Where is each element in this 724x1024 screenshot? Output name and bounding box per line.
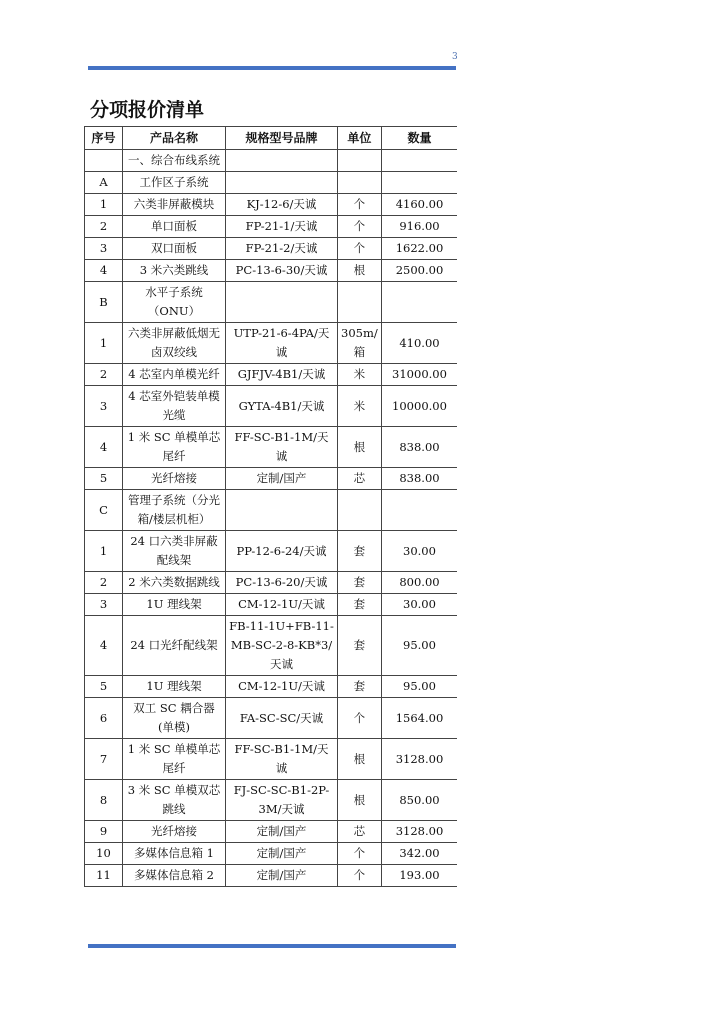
footer-rule (88, 944, 456, 948)
cell-spec: PP-12-6-24/天诚 (226, 531, 338, 572)
cell-unit: 套 (338, 616, 382, 676)
cell-unit: 芯 (338, 468, 382, 490)
cell-spec: FP-21-1/天诚 (226, 216, 338, 238)
cell-spec: 定制/国产 (226, 821, 338, 843)
cell-spec: 定制/国产 (226, 843, 338, 865)
cell-spec: GYTA-4B1/天诚 (226, 386, 338, 427)
cell-quantity: 838.00 (381, 468, 457, 490)
cell-unit: 芯 (338, 821, 382, 843)
cell-product-name: 光纤熔接 (123, 468, 226, 490)
cell-spec: 定制/国产 (226, 468, 338, 490)
cell-unit (338, 282, 382, 323)
cell-spec: FF-SC-B1-1M/天诚 (226, 739, 338, 780)
quote-table (84, 126, 457, 887)
cell-product-name: 六类非屏蔽模块 (123, 194, 226, 216)
cell-unit: 套 (338, 676, 382, 698)
cell-unit: 个 (338, 194, 382, 216)
cell-quantity: 3128.00 (381, 821, 457, 843)
table-row (85, 194, 458, 216)
cell-product-name: 多媒体信息箱 2 (123, 865, 226, 887)
cell-quantity (381, 490, 457, 531)
cell-unit: 套 (338, 572, 382, 594)
cell-spec: PC-13-6-30/天诚 (226, 260, 338, 282)
cell-spec: PC-13-6-20/天诚 (226, 572, 338, 594)
table-row (85, 865, 458, 887)
cell-product-name: 4 芯室外铠装单模光缆 (123, 386, 226, 427)
cell-quantity: 31000.00 (381, 364, 457, 386)
cell-spec: CM-12-1U/天诚 (226, 676, 338, 698)
cell-spec: FF-SC-B1-1M/天诚 (226, 427, 338, 468)
cell-product-name: 2 米六类数据跳线 (123, 572, 226, 594)
cell-unit: 个 (338, 865, 382, 887)
cell-unit (338, 490, 382, 531)
cell-quantity: 1564.00 (381, 698, 457, 739)
table-row (85, 572, 458, 594)
table-row (85, 698, 458, 739)
cell-quantity: 30.00 (381, 531, 457, 572)
table-row (85, 282, 458, 323)
cell-unit: 个 (338, 698, 382, 739)
cell-product-name: 3 米 SC 单模双芯跳线 (123, 780, 226, 821)
cell-unit: 米 (338, 364, 382, 386)
cell-quantity: 800.00 (381, 572, 457, 594)
cell-spec: CM-12-1U/天诚 (226, 594, 338, 616)
cell-product-name: 一、综合布线系统 (123, 150, 226, 172)
cell-quantity (381, 172, 457, 194)
cell-quantity: 95.00 (381, 676, 457, 698)
cell-quantity: 850.00 (381, 780, 457, 821)
cell-unit (338, 172, 382, 194)
table-row (85, 780, 458, 821)
cell-spec: FJ-SC-SC-B1-2P-3M/天诚 (226, 780, 338, 821)
cell-product-name: 4 芯室内单模光纤 (123, 364, 226, 386)
cell-quantity: 2500.00 (381, 260, 457, 282)
cell-quantity: 30.00 (381, 594, 457, 616)
cell-quantity (381, 282, 457, 323)
cell-quantity (381, 150, 457, 172)
cell-product-name: 1U 理线架 (123, 676, 226, 698)
cell-index: 3 (85, 594, 123, 616)
cell-unit: 个 (338, 843, 382, 865)
cell-product-name: 光纤熔接 (123, 821, 226, 843)
cell-index (85, 150, 123, 172)
table-row (85, 386, 458, 427)
table-row (85, 172, 458, 194)
table-row (85, 594, 458, 616)
cell-product-name: 水平子系统（ONU） (123, 282, 226, 323)
table-row (85, 616, 458, 676)
cell-unit: 根 (338, 780, 382, 821)
cell-quantity: 10000.00 (381, 386, 457, 427)
cell-index: 4 (85, 427, 123, 468)
cell-index: B (85, 282, 123, 323)
col-header-quantity: 数量 (381, 127, 457, 150)
cell-spec (226, 282, 338, 323)
table-row (85, 821, 458, 843)
table-row (85, 427, 458, 468)
cell-index: A (85, 172, 123, 194)
cell-index: 9 (85, 821, 123, 843)
table-row (85, 260, 458, 282)
cell-unit: 米 (338, 386, 382, 427)
cell-index: 5 (85, 676, 123, 698)
cell-spec: UTP-21-6-4PA/天诚 (226, 323, 338, 364)
cell-quantity: 410.00 (381, 323, 457, 364)
cell-unit: 个 (338, 238, 382, 260)
col-header-unit: 单位 (338, 127, 382, 150)
cell-spec: FP-21-2/天诚 (226, 238, 338, 260)
cell-index: 6 (85, 698, 123, 739)
cell-product-name: 双工 SC 耦合器(单模) (123, 698, 226, 739)
table-row (85, 843, 458, 865)
table-row (85, 676, 458, 698)
cell-quantity: 4160.00 (381, 194, 457, 216)
table-row (85, 323, 458, 364)
cell-spec: 定制/国产 (226, 865, 338, 887)
cell-index: 3 (85, 238, 123, 260)
cell-quantity: 342.00 (381, 843, 457, 865)
cell-unit: 套 (338, 531, 382, 572)
cell-index: 3 (85, 386, 123, 427)
table-row (85, 238, 458, 260)
cell-spec (226, 490, 338, 531)
cell-product-name: 工作区子系统 (123, 172, 226, 194)
table-row (85, 739, 458, 780)
cell-quantity: 1622.00 (381, 238, 457, 260)
cell-product-name: 双口面板 (123, 238, 226, 260)
cell-quantity: 193.00 (381, 865, 457, 887)
cell-index: 1 (85, 531, 123, 572)
cell-index: 2 (85, 572, 123, 594)
cell-product-name: 1U 理线架 (123, 594, 226, 616)
cell-spec: FB-11-1U+FB-11-MB-SC-2-8-KB*3/天诚 (226, 616, 338, 676)
cell-spec: KJ-12-6/天诚 (226, 194, 338, 216)
cell-spec (226, 172, 338, 194)
cell-product-name: 24 口六类非屏蔽配线架 (123, 531, 226, 572)
cell-quantity: 3128.00 (381, 739, 457, 780)
cell-product-name: 3 米六类跳线 (123, 260, 226, 282)
table-header-row (85, 127, 458, 150)
cell-unit: 305m/箱 (338, 323, 382, 364)
table-row (85, 531, 458, 572)
cell-index: 11 (85, 865, 123, 887)
table-row (85, 490, 458, 531)
table-row (85, 216, 458, 238)
cell-spec: FA-SC-SC/天诚 (226, 698, 338, 739)
header-rule (88, 66, 456, 70)
cell-product-name: 1 米 SC 单模单芯尾纤 (123, 427, 226, 468)
cell-unit (338, 150, 382, 172)
cell-quantity: 916.00 (381, 216, 457, 238)
table-row (85, 468, 458, 490)
page-title: 分项报价清单 (90, 99, 205, 121)
cell-product-name: 管理子系统（分光箱/楼层机柜） (123, 490, 226, 531)
cell-product-name: 24 口光纤配线架 (123, 616, 226, 676)
cell-spec (226, 150, 338, 172)
cell-unit: 个 (338, 216, 382, 238)
cell-index: 2 (85, 216, 123, 238)
cell-product-name: 单口面板 (123, 216, 226, 238)
col-header-product: 产品名称 (123, 127, 226, 150)
cell-product-name: 六类非屏蔽低烟无卤双绞线 (123, 323, 226, 364)
cell-index: 10 (85, 843, 123, 865)
cell-unit: 根 (338, 427, 382, 468)
cell-index: 4 (85, 260, 123, 282)
cell-index: C (85, 490, 123, 531)
cell-index: 1 (85, 323, 123, 364)
cell-index: 7 (85, 739, 123, 780)
cell-index: 8 (85, 780, 123, 821)
cell-product-name: 多媒体信息箱 1 (123, 843, 226, 865)
table-row (85, 364, 458, 386)
page-header-mark: 3 (452, 52, 458, 62)
cell-index: 4 (85, 616, 123, 676)
col-header-spec: 规格型号品牌 (226, 127, 338, 150)
cell-quantity: 95.00 (381, 616, 457, 676)
col-header-index: 序号 (85, 127, 123, 150)
cell-unit: 根 (338, 260, 382, 282)
cell-quantity: 838.00 (381, 427, 457, 468)
cell-spec: GJFJV-4B1/天诚 (226, 364, 338, 386)
cell-index: 2 (85, 364, 123, 386)
cell-unit: 根 (338, 739, 382, 780)
table-row (85, 150, 458, 172)
cell-product-name: 1 米 SC 单模单芯尾纤 (123, 739, 226, 780)
cell-index: 1 (85, 194, 123, 216)
cell-index: 5 (85, 468, 123, 490)
cell-unit: 套 (338, 594, 382, 616)
